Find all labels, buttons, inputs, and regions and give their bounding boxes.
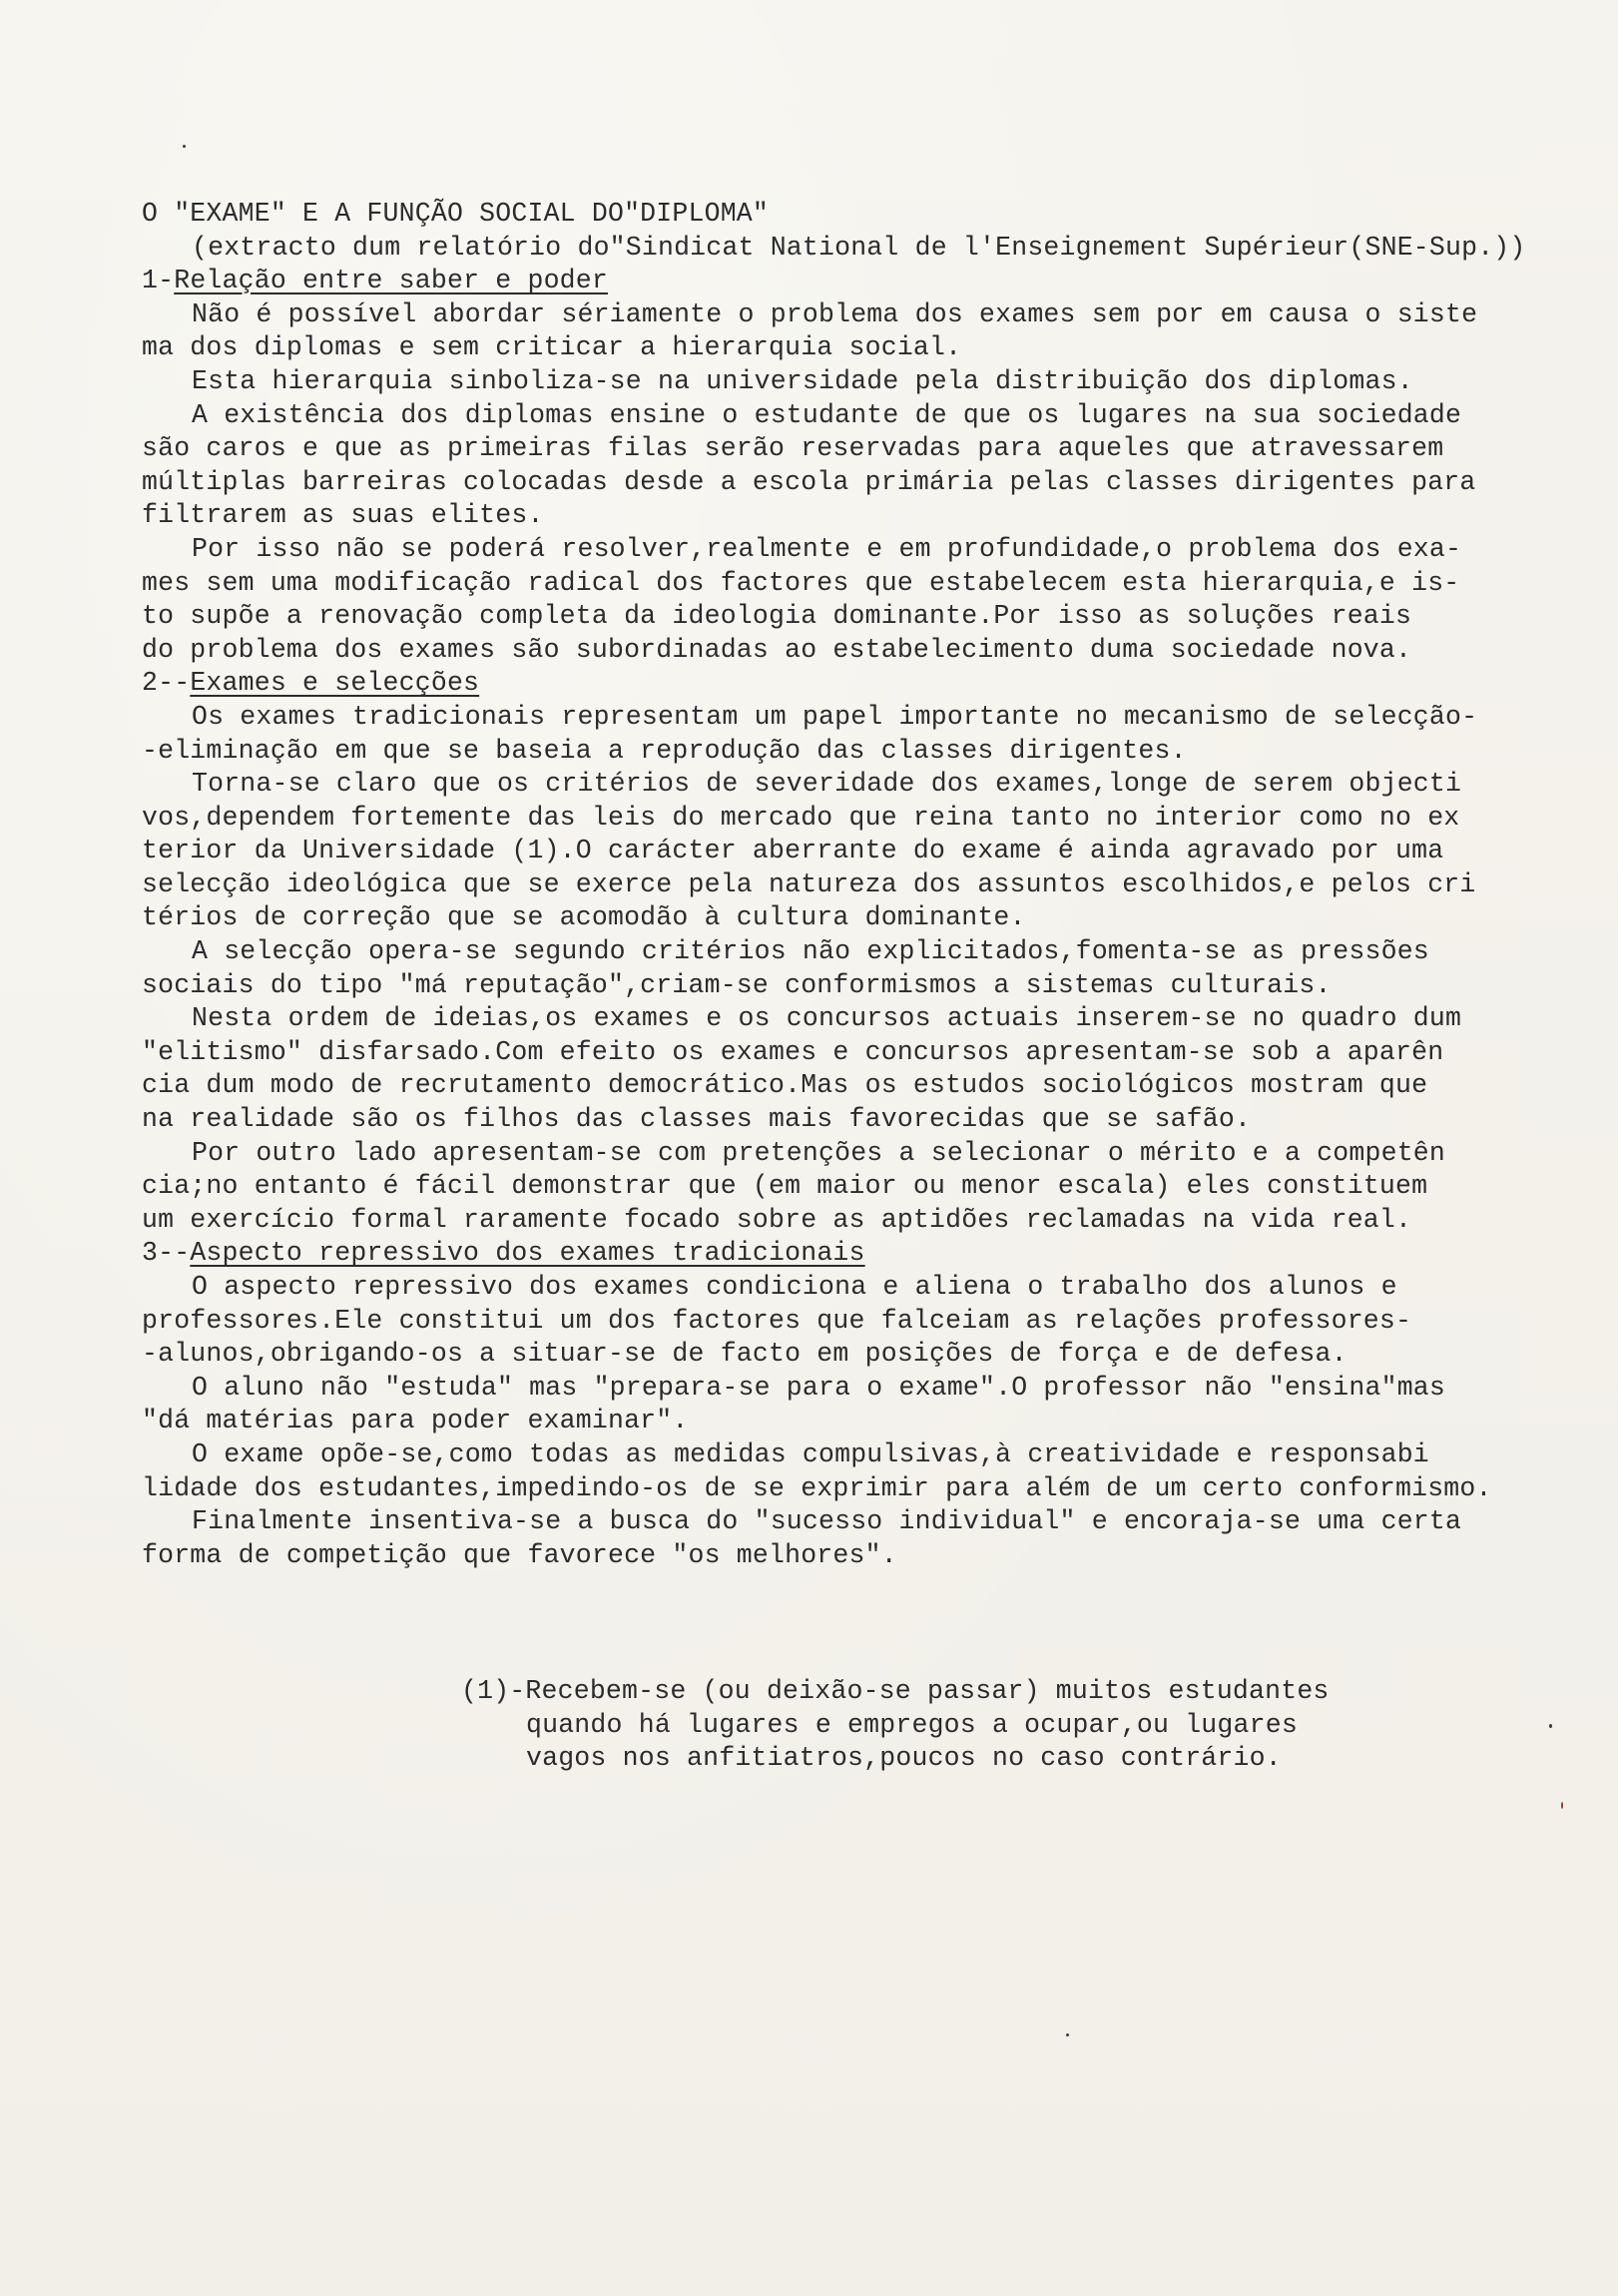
paragraph-line: Os exames tradicionais representam um papel importante no mecanismo de selecção- — [192, 701, 1478, 732]
paragraph-line: O aspecto repressivo dos exames condiciona e aliena o trabalho dos alunos e — [192, 1272, 1397, 1302]
paragraph-line: do problema dos exames são subordinadas ao estabelecimento duma sociedade nova. — [142, 634, 1412, 665]
footnote — [461, 1675, 1330, 1776]
section-2 — [142, 667, 1559, 1237]
paragraph-line: O exame opõe-se,como todas as medidas compulsivas,à creatividade e responsabi — [192, 1438, 1429, 1469]
paragraph-line: A selecção opera-se segundo critérios não explicitados,fomenta-se as pressões — [192, 936, 1429, 967]
footnote-line: quando há lugares e empregos a ocupar,ou lugares — [526, 1709, 1298, 1740]
paragraph-line: Por isso não se poderá resolver,realmente e em profundidade,o problema dos exa- — [192, 533, 1462, 564]
paragraph-line: Esta hierarquia sinboliza-se na universidade pela distribuição dos diplomas. — [192, 365, 1413, 396]
paragraph-line: são caros e que as primeiras filas serão reservadas para aqueles que atravessarem — [142, 433, 1444, 464]
paragraph-line: cia;no entanto é fácil demonstrar que (em maior ou menor escala) eles constituem — [142, 1171, 1428, 1202]
section-heading — [142, 667, 1559, 701]
paper-speck — [1066, 2033, 1069, 2036]
section-title: Relação entre saber e poder — [174, 266, 608, 296]
paragraph-line: Não é possível abordar sériamente o problema dos exames sem por em causa o siste — [192, 298, 1478, 329]
section-1 — [142, 265, 1559, 667]
paragraph-line: "elitismo" disfarsado.Com efeito os exames e concursos apresentam-se sob a aparên — [142, 1036, 1444, 1067]
document-body — [142, 198, 1559, 1572]
paragraph-line: sociais do tipo "má reputação",criam-se conformismos a sistemas culturais. — [142, 969, 1332, 1000]
paper-speck — [1549, 1724, 1552, 1728]
footnote-line: (1)-Recebem-se (ou deixão-se passar) muitos estudantes — [461, 1676, 1330, 1706]
paragraph-line: um exercício formal raramente focado sobre as aptidões reclamadas na vida real. — [142, 1204, 1412, 1235]
paragraph-line: -eliminação em que se baseia a reprodução das classes dirigentes. — [142, 735, 1187, 766]
paper-speck — [183, 145, 186, 148]
paragraph-line: "dá matérias para poder examinar". — [142, 1406, 689, 1436]
paragraph-line: -alunos,obrigando-os a situar-se de facto em posições de força e de defesa. — [142, 1339, 1348, 1370]
paragraph-line: ma dos diplomas e sem criticar a hierarquia social. — [142, 332, 962, 363]
paragraph-line: lidade dos estudantes,impedindo-os de se exprimir para além de um certo conformismo. — [142, 1472, 1492, 1503]
paragraph-line: Por outro lado apresentam-se com pretenções a selecionar o mérito e a competên — [192, 1137, 1446, 1168]
document-title: O "EXAME" E A FUNÇÃO SOCIAL DO"DIPLOMA" — [142, 199, 770, 229]
paragraph-line: O aluno não "estuda" mas "prepara-se para o exame".O professor não "ensina"mas — [192, 1372, 1446, 1403]
paragraph-line: to supõe a renovação completa da ideologia dominante.Por isso as soluções reais — [142, 601, 1412, 632]
paragraph-line: mes sem uma modificação radical dos factores que estabelecem esta hierarquia,e is- — [142, 567, 1460, 598]
section-heading — [142, 1237, 1559, 1271]
section-number: 2-- — [142, 668, 191, 699]
paragraph-line: múltiplas barreiras colocadas desde a escola primária pelas classes dirigentes para — [142, 466, 1476, 497]
paragraph-line: Finalmente insentiva-se a busca do "sucesso individual" e encoraja-se uma certa — [192, 1506, 1462, 1537]
section-heading — [142, 265, 1559, 298]
paragraph-line: professores.Ele constitui um dos factores que falceiam as relações professores- — [142, 1305, 1412, 1336]
paragraph-line: vos,dependem fortemente das leis do mercado que reina tanto no interior como no ex — [142, 802, 1460, 833]
paper-speck — [1561, 1802, 1563, 1809]
paragraph-line: cia dum modo de recrutamento democrático.Mas os estudos sociológicos mostram que — [142, 1070, 1428, 1101]
paragraph-line: térios de correção que se acomodão à cultura dominante. — [142, 902, 1026, 933]
footnote-line: vagos nos anfitiatros,poucos no caso contrário. — [526, 1743, 1282, 1774]
section-3 — [142, 1237, 1559, 1572]
paragraph-line: Nesta ordem de ideias,os exames e os concursos actuais inserem-se no quadro dum — [192, 1003, 1462, 1034]
section-number: 1- — [142, 266, 175, 296]
paragraph-line: na realidade são os filhos das classes mais favorecidas que se safão. — [142, 1104, 1252, 1135]
section-title: Exames e selecções — [190, 668, 480, 699]
paragraph-line: Torna-se claro que os critérios de severidade dos exames,longe de serem objecti — [192, 769, 1462, 800]
paragraph-line: selecção ideológica que se exerce pela natureza dos assuntos escolhidos,e pelos cri — [142, 868, 1476, 899]
section-number: 3-- — [142, 1238, 191, 1269]
paragraph-line: terior da Universidade (1).O carácter aberrante do exame é ainda agravado por uma — [142, 836, 1444, 866]
paragraph-line: forma de competição que favorece "os melhores". — [142, 1539, 897, 1570]
paragraph-line: filtrarem as suas elites. — [142, 500, 544, 531]
paragraph-line: A existência dos diplomas ensine o estudante de que os lugares na sua sociedade — [192, 399, 1462, 430]
section-title: Aspecto repressivo dos exames tradicionais — [190, 1238, 865, 1269]
document-subtitle: (extracto dum relatório do"Sindicat National de l'Enseignement Supérieur(SNE-Sup.)) — [192, 232, 1526, 263]
